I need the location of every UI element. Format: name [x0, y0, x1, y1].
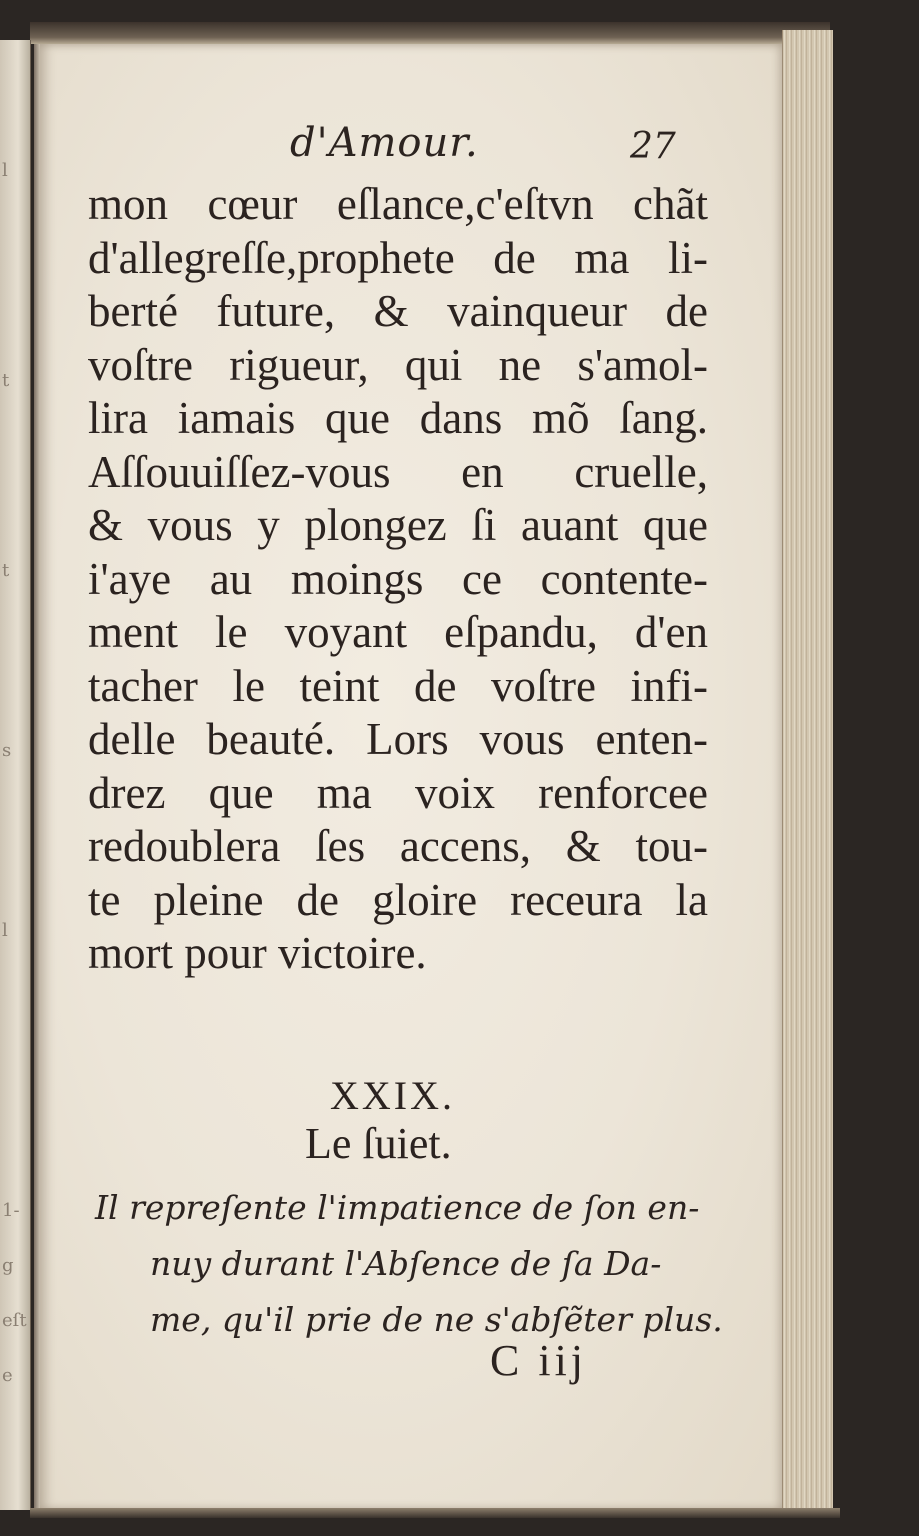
section-heading: Le ſuiet.: [305, 1119, 452, 1168]
page-number: 27: [630, 126, 676, 167]
page-fore-edge: [782, 30, 833, 1510]
section-argument: [95, 1180, 723, 1348]
left-page-fragment: eſt: [2, 1310, 27, 1331]
text-line: & vous y plongez ſi auant que: [88, 500, 708, 550]
text-line: berté future, & vainqueur de: [88, 286, 708, 336]
text-line: ment le voyant eſpandu, d'en: [88, 607, 708, 657]
running-head: d'Amour.: [290, 120, 479, 166]
left-page-fragment: 1-: [2, 1200, 20, 1221]
text-line: redoublera ſes accens, & tou-: [88, 821, 708, 871]
argument-line: me, qu'il prie de ne s'abſẽter plus.: [150, 1300, 723, 1339]
text-line: mon cœur eſlance,c'eſtvn chãt: [88, 179, 708, 229]
text-line: Aſſouuiſſez-vous en cruelle,: [88, 446, 708, 497]
signature-mark: C iij: [490, 1336, 588, 1385]
section-number: XXIX.: [330, 1073, 455, 1118]
bottom-edge: [30, 1508, 840, 1518]
text-line: delle beauté. Lors vous enten-: [88, 714, 708, 764]
left-page-fragment: g: [2, 1255, 14, 1276]
text-line: d'allegreſſe,prophete de ma li-: [88, 232, 708, 283]
left-page-fragment: e: [2, 1365, 13, 1386]
argument-line: nuy durant l'Abſence de ſa Da-: [150, 1244, 662, 1283]
text-line: lira iamais que dans mõ ſang.: [88, 393, 708, 443]
body-text: [88, 178, 708, 981]
text-line: voſtre rigueur, qui ne s'amol-: [88, 339, 708, 390]
text-line: mort pour victoire.: [88, 928, 427, 978]
text-line: tacher le teint de voſtre infi-: [88, 660, 708, 711]
left-page-fragment: l: [2, 160, 8, 181]
left-page-fragment: t: [2, 370, 10, 391]
text-line: te pleine de gloire receura la: [88, 874, 708, 925]
left-page-fragment: s: [2, 740, 12, 761]
top-edge: [30, 22, 830, 44]
text-line: i'aye au moings ce contente-: [88, 553, 708, 604]
left-page-fragment: t: [2, 560, 10, 581]
left-page-fragment: l: [2, 920, 8, 941]
left-page-edge: [0, 40, 31, 1510]
argument-line: Il repreſente l'impatience de ſon en-: [95, 1188, 700, 1227]
text-line: drez que ma voix renforcee: [88, 767, 708, 818]
